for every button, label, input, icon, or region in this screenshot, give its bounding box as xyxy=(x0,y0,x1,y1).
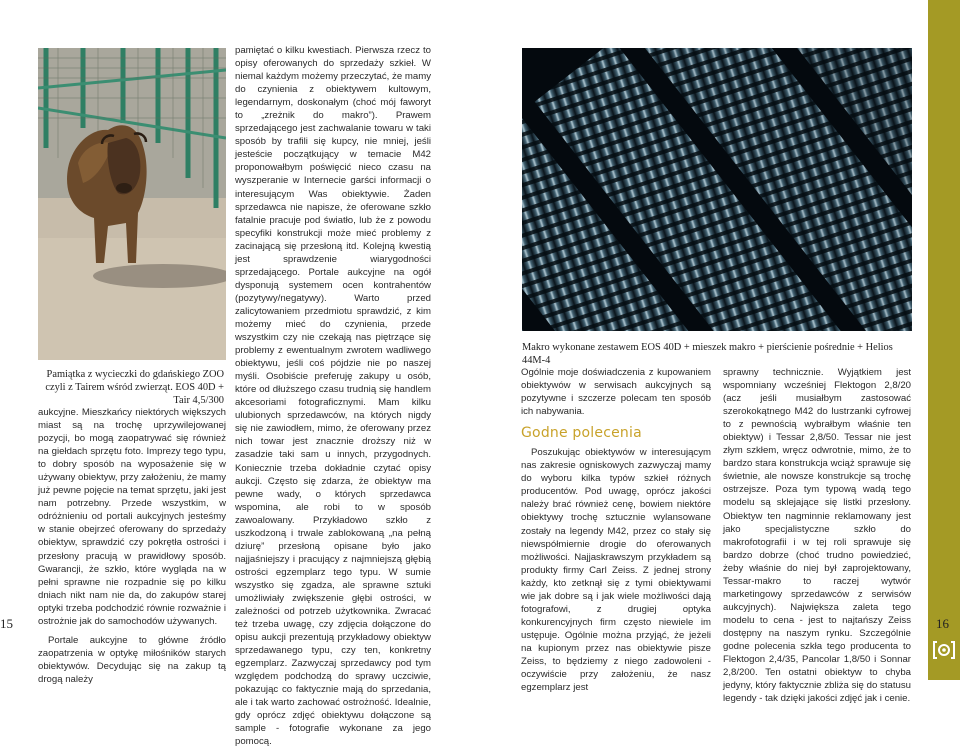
paragraph: Ogólnie moje doświadczenia z kupowaniem obiektywów w serwisach aukcyjnych są pozytywne i szczerze polecam ten sposób ich nabywania. xyxy=(521,367,711,418)
paragraph: Portale aukcyjne to główne źródło zaopatrzenia w optykę miłośników starych obiektywów. Decydując się na zakup tą drogą należy xyxy=(38,634,226,685)
page-edge-sidebar xyxy=(928,0,960,680)
page-number-right: 16 xyxy=(936,616,949,631)
section-heading: Godne polecenia xyxy=(521,425,642,442)
left-page xyxy=(0,0,480,748)
article-column-4 xyxy=(723,366,911,705)
paragraph: pamiętać o kilku kwestiach. Pierwsza rzecz to opisy oferowanych do sprzedaży szkieł. W niemal każdym możemy przeczytać, że mamy do czynienia z obiektywem kultowym, legendarnym, doskonałym (choć mój faworyt to „zreżnik do makro”). Prawem sprzedającego jest zachwalanie towaru w taki sposób by trafili się kupcy, nie mniej, jeśli jesteście początkujący w temacie M42 proponowałbym poświęcić nieco czasu na wyszperanie w Internecie garści informacji o interesującym Was obiektywie. Żaden sprzedawca nie napisze, że oferowane szkło fatalnie pracuje pod światło, lub że z powodu specyfiki konstrukcji może mieć problemy z zacinającą się przesłoną itd. Kolejną kwestią jest sprawdzenie wiarygodności sprzedającego. Portale aukcyjne na ogół dysponują systemem ocen kontrahentów (pozytywy/negatywy). Warto przed zalicytowaniem przedmiotu sprawdzić, z kim możemy mieć do czynienia, przede wszystkim czy nie czekają nas piętrzące się problemy z ewentualnym zwrotem wadliwego obiektywu, jeśli coś pójdzie nie po naszej myśli. Osobiście preferuję zakupy u osób, które od dłuższego czasu trudnią się handlem akcesoriami fotograficznymi. Mam kilku ulubionych sprzedawców, na których nigdy się nie zawiodłem, mimo, że oferowany przez nich towar jest znacznie droższy niż w zasadzie taki sam u innych, przygodnych. Koniecznie trzeba dokładnie czytać opisy aukcji. Często się zdarza, że obiektyw ma pewne wady, o których sprzedawca wspomina, ale robi to w sposób zawoalowany. Przykładowo szkło z uszkodzoną i trwale zablokowaną „na pełną dziurę” przesłoną opisane było jako najjaśniejszy i pracujący z najmniejszą głębią ostrości egzemplarz tego typu. W sumie wszystko się zgadza, ale sprawne sztuki umożliwiały zwiększenie głębi ostrości, w zależności od potrzeb użytkownika. Zwracać też trzeba uwagę, czy zdjęcia dołączone do opisu aukcji prezentują przykładowy obiektyw sprzedawanego typu, czy ten, konkretny egzemplarz. Zazwyczaj sprzedawcy pod tym względem podchodzą do sprawy uczciwie, pokazując co faktycznie mają do sprzedania, ale i tak warto zachować ostrożność. Idealnie, gdy oprócz zdjęć obiektywu dołączone są sample - fotografie wykonane za jego pomocą. xyxy=(235,45,431,748)
article-column-3 xyxy=(521,366,711,694)
lens-threads-photo xyxy=(522,48,912,331)
page-number-left: 15 xyxy=(0,616,13,631)
camera-logo-icon xyxy=(928,634,960,666)
paragraph: sprawny technicznie. Wyjątkiem jest wspomniany wcześniej Flektogon 2,8/20 (acz jeśli musiałbym zastosować szerokokątnego M42 do lustrzanki cyfrowej to z pewnością wybrałbym właśnie ten obiektyw) i Tessar 2,8/50. Tessar nie jest złym szkłem, wręcz odwrotnie, mimo, że to bardzo stara konstrukcja wciąż sprawuje się świetnie, ale nowsze konstrukcje są trochę ostrzejsze. Poza tym typową wadą tego modelu są sklejające się listki przesłony. Obiektyw ten nagminnie reklamowany jest jako specjalistyczne szkło do makrofotografii i w tej roli sprawuje się bardzo dobrze (choć trudno powiedzieć, żeby właśnie do niej był zaprojektowany, Tessar-makro to raczej wytwór marketingowy sprzedawców z serwisów aukcyjnych). Największa zaleta tego modelu to cena - jest to najtańszy Zeiss dostępny na naszym rynku. Szczególnie godne polecenia szkła tego producenta to Flektogon 2,4/35, Pancolar 1,8/50 i Sonnar 2,8/200. Ten ostatni obiektyw to chyba jedyny, który faktycznie zbliża się do statusu legendy - tak dzięki jakości zdjęć jak i cenie. xyxy=(723,367,911,705)
article-column-1 xyxy=(38,406,226,686)
threads-photo-caption: Makro wykonane zestawem EOS 40D + mieszek makro + pierścienie pośrednie + Helios 44M-4 xyxy=(522,342,893,366)
bison-photo-caption: Pamiątka z wycieczki do gdańskiego ZOO czyli z Tairem wśród zwierząt. EOS 40D + Tair 4,5/300 xyxy=(45,369,224,406)
paragraph: aukcyjne. Mieszkańcy niektórych większych miast są na trochę uprzywilejowanej pozycji, bo mogą zaopatrywać się również na giełdach sprzętu foto. Imprezy tego typu, to dobry sposób na wyposażenie się w używany obiektyw, przy założeniu, że mamy już pewne pojęcie na temat sprzętu, jaki jest nam potrzebny. Przede wszystkim, w odróżnieniu od portali aukcyjnych jesteśmy w stanie obejrzeć oferowany do sprzedaży obiektyw, sprawdzić czy pokrętła ostrości i przesłony pracują w prawidłowy sposób. Gwarancji, że szkło, które wygląda na w pełni sprawne nie rozpadnie się po kilku dniach nikt nam nie da, do zakupów starej optyki trzeba podchodzić równie rozważnie i ostrożnie jak do samochodów używanych. xyxy=(38,407,226,627)
paragraph: Poszukując obiektywów w interesującym nas zakresie ogniskowych zazwyczaj mamy do wyboru kilka typów szkieł różnych producentów. Pod uwagę, oprócz jakości należy brać również cenę, bowiem niektóre obiektywy trochę sztucznie wylansowane zostały na legendy M42, przez co stały się niewspółmiernie drogie do oferowanych możliwości. Najjaskrawszym przykładem są produkty firmy Carl Zeiss. Z jednej strony każdy, kto zetknął się z tymi obiektywami wie jak dobre są i jak wiele możliwości dają fotografowi, z drugiej optyka konkurencyjnych firm często niewiele im ustępuje. Ogólnie można przyjąć, że jeżeli na kupionym przez nas obiektywie pisze Zeiss, to będziemy z niego zadowoleni - oczywiście przy założeniu, że nasz egzemplarz jest xyxy=(521,447,711,694)
bison-photo xyxy=(38,48,226,360)
article-column-2 xyxy=(235,44,431,749)
